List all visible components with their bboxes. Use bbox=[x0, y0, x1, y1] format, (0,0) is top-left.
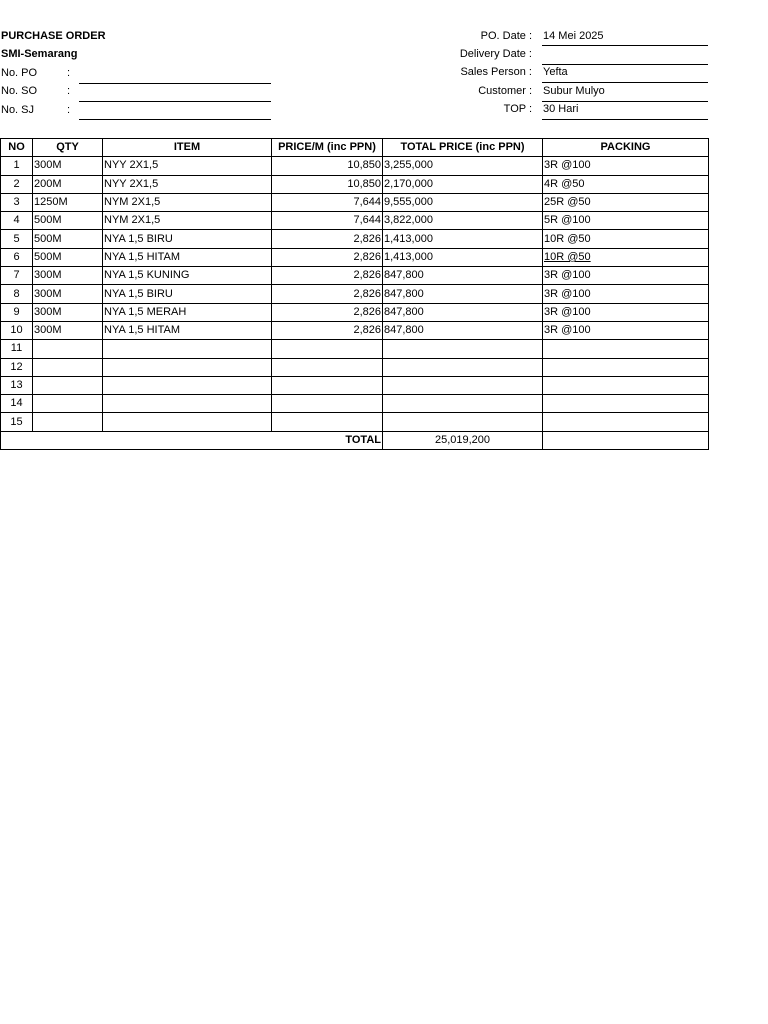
cell-packing: 4R @50 bbox=[543, 175, 709, 193]
cell-no: 6 bbox=[1, 248, 33, 266]
sj-number-field bbox=[79, 119, 271, 120]
cell-price bbox=[272, 358, 383, 376]
cell-total-price: 847,800 bbox=[383, 321, 543, 339]
cell-total-price: 847,800 bbox=[383, 303, 543, 321]
top-value: 30 Hari bbox=[543, 103, 579, 115]
cell-no: 1 bbox=[1, 157, 33, 175]
cell-item: NYA 1,5 HITAM bbox=[103, 248, 272, 266]
cell-packing: 3R @100 bbox=[543, 285, 709, 303]
cell-no: 12 bbox=[1, 358, 33, 376]
cell-packing: 10R @50 bbox=[543, 248, 709, 266]
cell-no: 7 bbox=[1, 267, 33, 285]
cell-price: 2,826 bbox=[272, 285, 383, 303]
sj-number-colon: : bbox=[67, 104, 71, 116]
cell-no: 15 bbox=[1, 413, 33, 431]
cell-item: NYA 1,5 KUNING bbox=[103, 267, 272, 285]
cell-no: 13 bbox=[1, 376, 33, 394]
cell-item: NYA 1,5 HITAM bbox=[103, 321, 272, 339]
cell-item: NYA 1,5 BIRU bbox=[103, 230, 272, 248]
cell-qty bbox=[33, 340, 103, 358]
cell-no: 10 bbox=[1, 321, 33, 339]
cell-item: NYA 1,5 BIRU bbox=[103, 285, 272, 303]
table-row bbox=[1, 395, 709, 413]
po-date-value: 14 Mei 2025 bbox=[543, 30, 604, 42]
cell-no: 3 bbox=[1, 193, 33, 211]
total-label: TOTAL bbox=[1, 431, 383, 449]
sales-person-value: Yefta bbox=[543, 66, 568, 78]
table-row bbox=[1, 340, 709, 358]
po-number-colon: : bbox=[67, 67, 71, 79]
customer-underline bbox=[542, 101, 708, 102]
cell-no: 2 bbox=[1, 175, 33, 193]
cell-price bbox=[272, 376, 383, 394]
cell-total-price: 9,555,000 bbox=[383, 193, 543, 211]
cell-qty: 300M bbox=[33, 321, 103, 339]
cell-item bbox=[103, 395, 272, 413]
cell-packing: 3R @100 bbox=[543, 267, 709, 285]
table-row bbox=[1, 321, 709, 339]
cell-total-price bbox=[383, 413, 543, 431]
table-row bbox=[1, 157, 709, 175]
so-number-colon: : bbox=[67, 85, 71, 97]
column-header-item: ITEM bbox=[103, 139, 272, 157]
cell-qty: 300M bbox=[33, 303, 103, 321]
column-header-qty: QTY bbox=[33, 139, 103, 157]
table-row bbox=[1, 175, 709, 193]
total-row-blank bbox=[543, 431, 709, 449]
cell-no: 4 bbox=[1, 212, 33, 230]
cell-price bbox=[272, 395, 383, 413]
total-value: 25,019,200 bbox=[383, 431, 543, 449]
cell-total-price: 2,170,000 bbox=[383, 175, 543, 193]
cell-packing bbox=[543, 395, 709, 413]
cell-total-price: 3,255,000 bbox=[383, 157, 543, 175]
cell-item bbox=[103, 340, 272, 358]
cell-item: NYY 2X1,5 bbox=[103, 175, 272, 193]
table-row bbox=[1, 230, 709, 248]
sales-person-label: Sales Person : bbox=[460, 66, 532, 78]
order-items-table bbox=[0, 138, 709, 450]
cell-qty bbox=[33, 358, 103, 376]
cell-packing: 5R @100 bbox=[543, 212, 709, 230]
cell-no: 5 bbox=[1, 230, 33, 248]
customer-label: Customer : bbox=[478, 85, 532, 97]
cell-item: NYY 2X1,5 bbox=[103, 157, 272, 175]
cell-total-price: 847,800 bbox=[383, 285, 543, 303]
cell-qty bbox=[33, 413, 103, 431]
top-underline bbox=[542, 119, 708, 120]
cell-total-price bbox=[383, 358, 543, 376]
cell-qty bbox=[33, 376, 103, 394]
cell-price: 2,826 bbox=[272, 267, 383, 285]
table-row bbox=[1, 285, 709, 303]
table-row bbox=[1, 303, 709, 321]
cell-item bbox=[103, 376, 272, 394]
cell-total-price bbox=[383, 395, 543, 413]
cell-total-price: 1,413,000 bbox=[383, 248, 543, 266]
column-header-no: NO bbox=[1, 139, 33, 157]
table-row bbox=[1, 267, 709, 285]
cell-qty: 500M bbox=[33, 212, 103, 230]
cell-price bbox=[272, 340, 383, 358]
cell-item: NYA 1,5 MERAH bbox=[103, 303, 272, 321]
cell-total-price: 3,822,000 bbox=[383, 212, 543, 230]
table-row bbox=[1, 193, 709, 211]
cell-packing bbox=[543, 413, 709, 431]
cell-qty: 500M bbox=[33, 230, 103, 248]
cell-no: 8 bbox=[1, 285, 33, 303]
cell-price: 10,850 bbox=[272, 157, 383, 175]
po-date-underline bbox=[542, 45, 708, 46]
cell-total-price: 847,800 bbox=[383, 267, 543, 285]
column-header-packing: PACKING bbox=[543, 139, 709, 157]
cell-no: 11 bbox=[1, 340, 33, 358]
sales-person-underline bbox=[542, 82, 708, 83]
po-number-label: No. PO bbox=[1, 67, 38, 79]
cell-price: 2,826 bbox=[272, 248, 383, 266]
cell-packing: 10R @50 bbox=[543, 230, 709, 248]
cell-price: 10,850 bbox=[272, 175, 383, 193]
cell-qty: 500M bbox=[33, 248, 103, 266]
cell-total-price bbox=[383, 376, 543, 394]
cell-qty: 300M bbox=[33, 267, 103, 285]
cell-no: 9 bbox=[1, 303, 33, 321]
cell-qty: 1250M bbox=[33, 193, 103, 211]
table-row bbox=[1, 413, 709, 431]
cell-packing: 3R @100 bbox=[543, 321, 709, 339]
table-row bbox=[1, 358, 709, 376]
cell-item bbox=[103, 413, 272, 431]
po-number-field bbox=[79, 83, 271, 84]
cell-packing bbox=[543, 340, 709, 358]
cell-price: 7,644 bbox=[272, 193, 383, 211]
delivery-date-label: Delivery Date : bbox=[459, 48, 532, 60]
column-header-price: PRICE/M (inc PPN) bbox=[272, 139, 383, 157]
cell-item: NYM 2X1,5 bbox=[103, 212, 272, 230]
cell-total-price: 1,413,000 bbox=[383, 230, 543, 248]
cell-price: 2,826 bbox=[272, 230, 383, 248]
cell-price: 2,826 bbox=[272, 321, 383, 339]
cell-qty: 300M bbox=[33, 157, 103, 175]
total-row bbox=[1, 431, 709, 449]
table-row bbox=[1, 212, 709, 230]
delivery-date-underline bbox=[542, 64, 708, 65]
cell-price: 7,644 bbox=[272, 212, 383, 230]
cell-packing: 25R @50 bbox=[543, 193, 709, 211]
cell-item bbox=[103, 358, 272, 376]
branch-name: SMI-Semarang bbox=[1, 48, 78, 60]
cell-packing bbox=[543, 376, 709, 394]
sj-number-label: No. SJ bbox=[1, 104, 35, 116]
cell-qty: 300M bbox=[33, 285, 103, 303]
cell-packing: 3R @100 bbox=[543, 303, 709, 321]
table-row bbox=[1, 376, 709, 394]
cell-price bbox=[272, 413, 383, 431]
cell-packing: 3R @100 bbox=[543, 157, 709, 175]
so-number-field bbox=[79, 101, 271, 102]
top-label: TOP : bbox=[503, 103, 532, 115]
cell-qty: 200M bbox=[33, 175, 103, 193]
table-header-row bbox=[1, 139, 709, 157]
po-date-label: PO. Date : bbox=[480, 30, 532, 42]
table-row bbox=[1, 248, 709, 266]
document-title: PURCHASE ORDER bbox=[1, 30, 106, 42]
cell-packing bbox=[543, 358, 709, 376]
cell-price: 2,826 bbox=[272, 303, 383, 321]
column-header-total-price: TOTAL PRICE (inc PPN) bbox=[383, 139, 543, 157]
so-number-label: No. SO bbox=[1, 85, 38, 97]
cell-no: 14 bbox=[1, 395, 33, 413]
cell-item: NYM 2X1,5 bbox=[103, 193, 272, 211]
customer-value: Subur Mulyo bbox=[543, 85, 605, 97]
cell-total-price bbox=[383, 340, 543, 358]
cell-qty bbox=[33, 395, 103, 413]
